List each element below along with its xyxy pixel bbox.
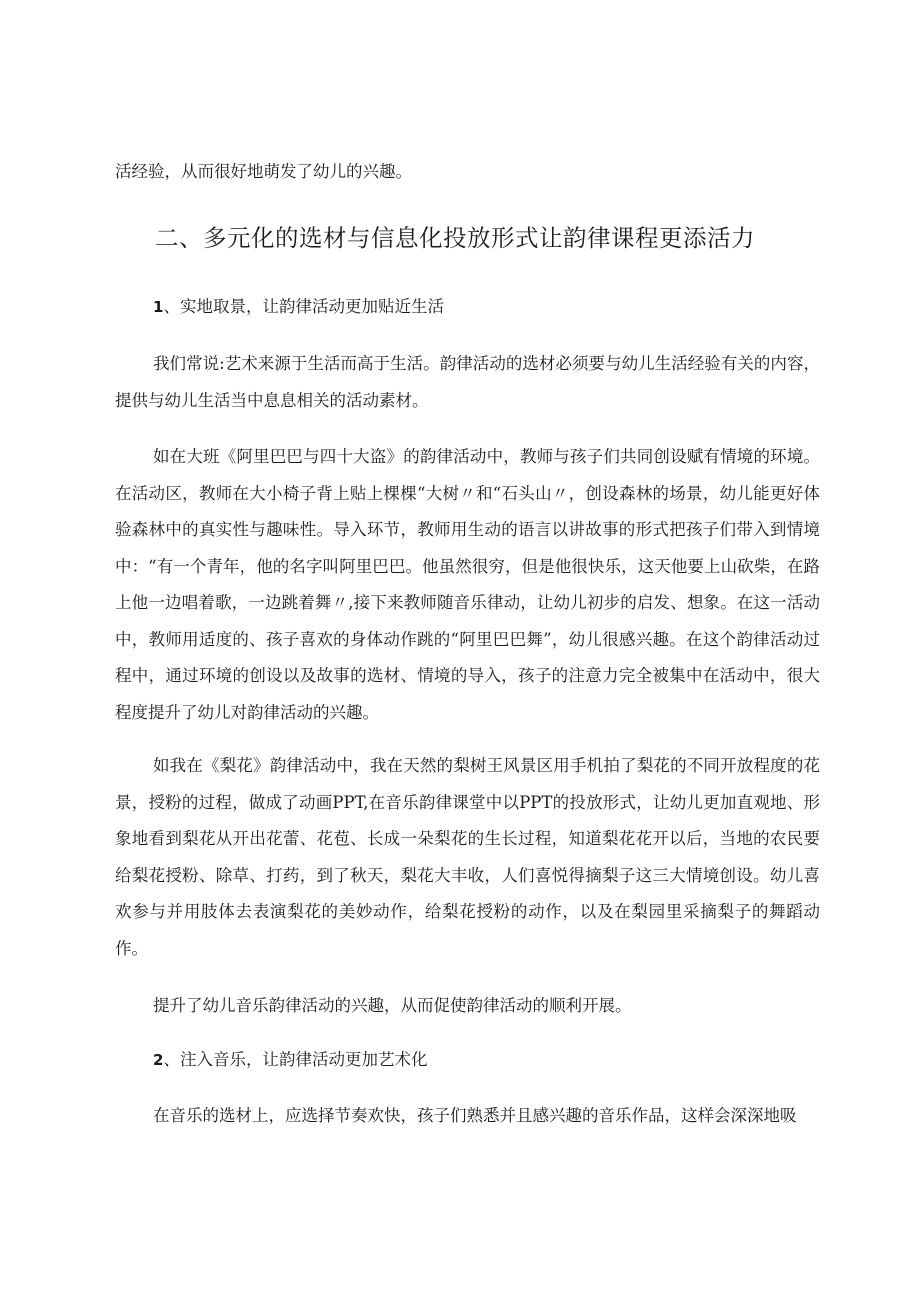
section-heading: 二、多元化的选材与信息化投放形式让韵律课程更添活力: [155, 224, 755, 252]
paragraph-5: 在音乐的选材上，应选择节奏欢快，孩子们熟悉并且感兴趣的音乐作品，这样会深深地吸: [153, 1106, 797, 1125]
subheading-1: [153, 289, 444, 325]
subheading-1-text: 、实地取景，让韵律活动更加贴近生活: [163, 297, 444, 316]
paragraph-2: 如在大班《阿里巴巴与四十大盗》的韵律活动中，教师与孩子们共同创设赋有情境的环境。在活动区，教师在大小椅子背上贴上棵棵“大树〃和“石头山〃，创设森林的场景，幼儿能更好体验森林中的真实性与趣味性。导入环节，教师用生动的语言以讲故事的形式把孩子们带入到情境中：“有一个青年，他的名字叫阿里巴巴。他虽然很穷，但是他很快乐，这天他要上山砍柴，在路上他一边唱着歌，一边跳着舞〃,接下来教师随音乐律动，让幼儿初步的启发、想象。在这一活动中，教师用适度的、孩子喜欢的身体动作跳的“阿里巴巴舞”，幼儿很感兴趣。在这个韵律活动过程中，通过环境的创设以及故事的选材、情境的导入，孩子的注意力完全被集中在活动中，很大程度提升了幼儿对韵律活动的兴趣。: [115, 447, 820, 722]
subheading-1-number: 1: [153, 298, 164, 316]
paragraph-3: 如我在《梨花》韵律活动中，我在天然的梨树王风景区用手机拍了梨花的不同开放程度的花景，授粉的过程，做成了动画PPT,在音乐韵律课堂中以PPT的投放形式，让幼儿更加直观地、形象地看到梨花从开出花蕾、花苞、长成一朵梨花的生长过程，知道梨花花开以后，当地的农民要给梨花授粉、除草、打药，到了秋天，梨花大丰收，人们喜悦得摘梨子这三大情境创设。幼儿喜欢参与并用肢体去表演梨花的美妙动作，给梨花授粉的动作，以及在梨园里采摘梨子的舞蹈动作。: [115, 756, 820, 958]
subheading-2: [153, 1042, 427, 1078]
subheading-2-number: 2: [153, 1051, 164, 1069]
continuation-line: 活经验，从而很好地萌发了幼儿的兴趣。: [115, 162, 412, 181]
subheading-2-text: 、注入音乐，让韵律活动更加艺术化: [163, 1050, 428, 1069]
paragraph-4: 提升了幼儿音乐韵律活动的兴趣，从而促使韵律活动的顺利开展。: [153, 996, 632, 1015]
paragraph-1: 我们常说:艺术来源于生活而高于生活。韵律活动的选材必须要与幼儿生活经验有关的内容，提供与幼儿生活当中息息相关的活动素材。: [115, 354, 820, 410]
